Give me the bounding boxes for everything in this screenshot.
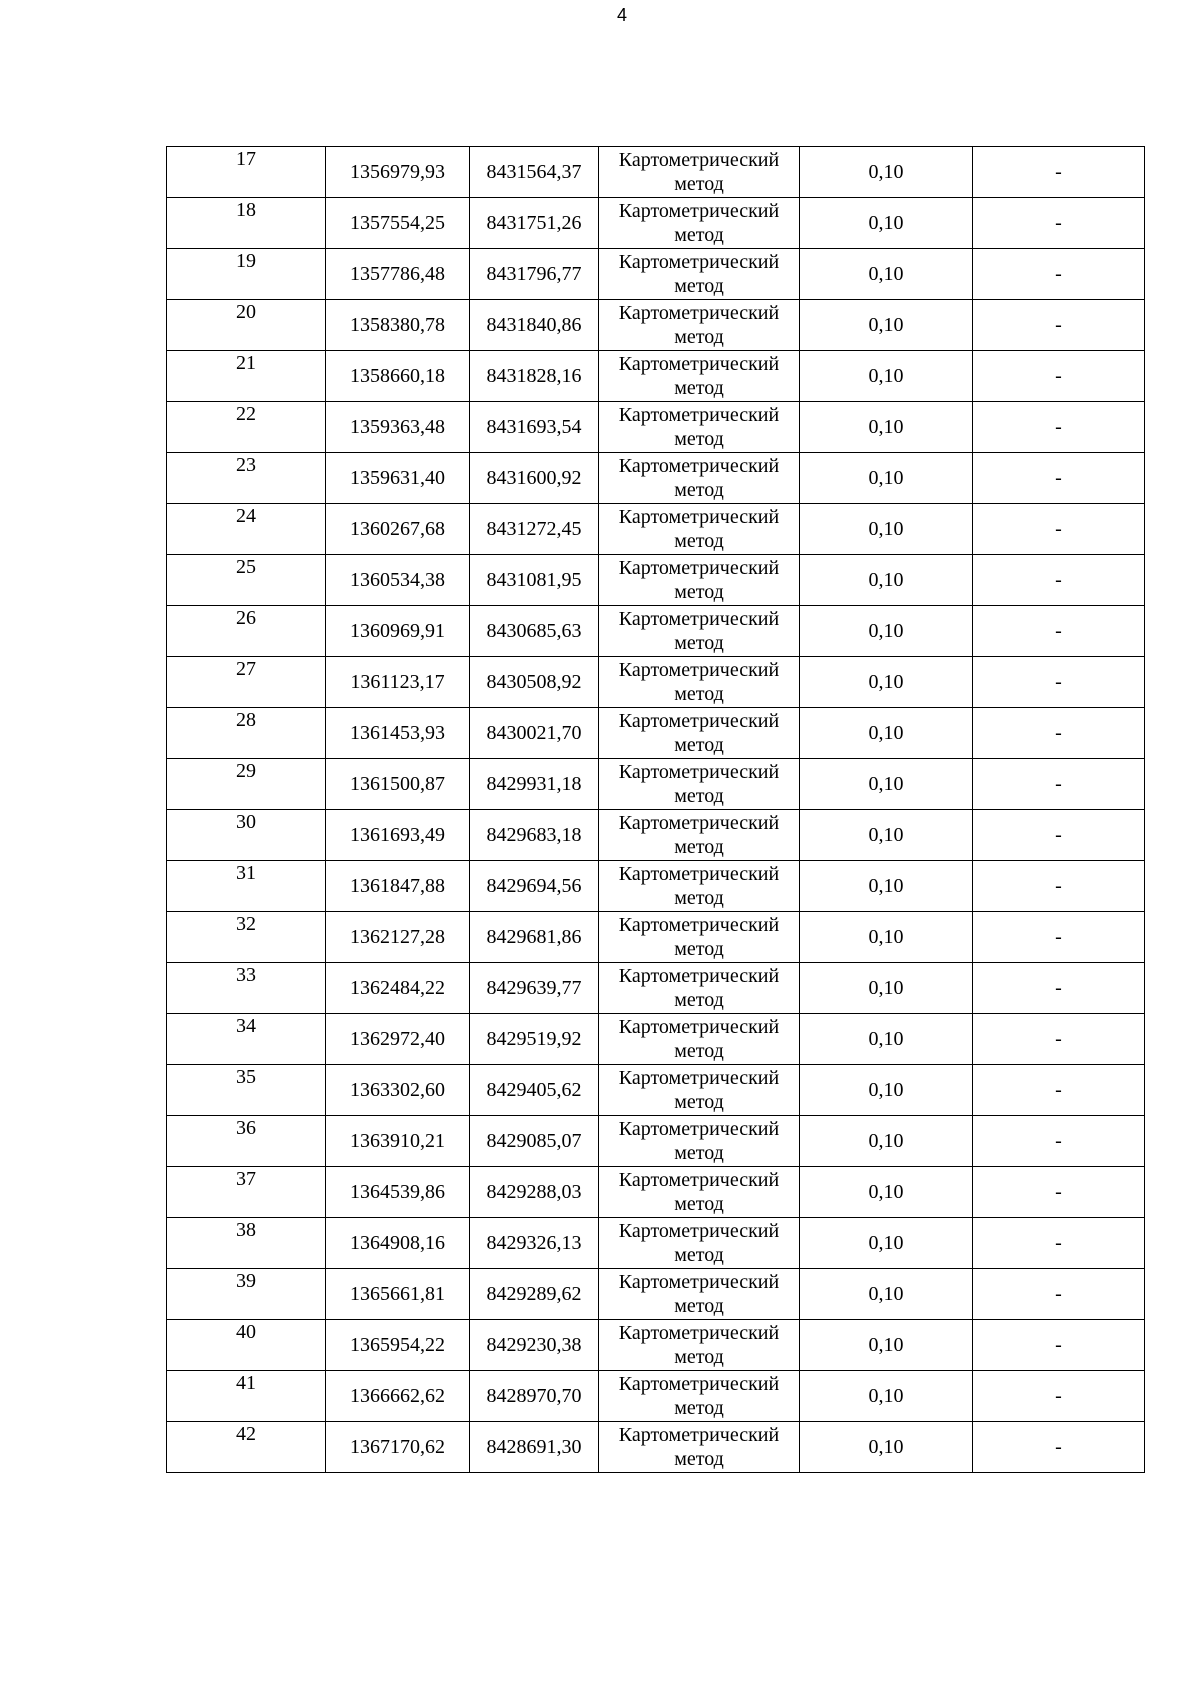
y-coordinate-cell: 8429289,62 (470, 1269, 599, 1320)
method-line-2: метод (674, 1244, 724, 1266)
y-coordinate-cell: 8428970,70 (470, 1371, 599, 1422)
method-cell (599, 147, 800, 198)
method-cell (599, 555, 800, 606)
accuracy-cell: 0,10 (800, 606, 973, 657)
point-number-cell: 23 (167, 453, 326, 504)
note-cell: - (973, 300, 1145, 351)
method-cell (599, 1422, 800, 1473)
y-coordinate-cell: 8429931,18 (470, 759, 599, 810)
method-line-2: метод (674, 836, 724, 858)
note-cell: - (973, 963, 1145, 1014)
method-cell (599, 1320, 800, 1371)
note-cell: - (973, 1269, 1145, 1320)
point-number-cell: 36 (167, 1116, 326, 1167)
table-row (167, 606, 1145, 657)
x-coordinate-cell: 1367170,62 (326, 1422, 470, 1473)
method-line-1: Картометрический (618, 404, 780, 426)
method-cell (599, 1167, 800, 1218)
method-line-1: Картометрический (618, 1271, 780, 1293)
point-number-cell: 38 (167, 1218, 326, 1269)
note-cell: - (973, 1116, 1145, 1167)
method-cell (599, 708, 800, 759)
table-row (167, 1065, 1145, 1116)
method-cell (599, 912, 800, 963)
table-row (167, 1167, 1145, 1218)
note-cell: - (973, 351, 1145, 402)
table-row (167, 198, 1145, 249)
method-line-2: метод (674, 1397, 724, 1419)
note-cell: - (973, 1014, 1145, 1065)
method-cell (599, 453, 800, 504)
x-coordinate-cell: 1365661,81 (326, 1269, 470, 1320)
x-coordinate-cell: 1361847,88 (326, 861, 470, 912)
y-coordinate-cell: 8429681,86 (470, 912, 599, 963)
method-cell (599, 606, 800, 657)
point-number-cell: 29 (167, 759, 326, 810)
method-cell (599, 810, 800, 861)
method-cell (599, 1065, 800, 1116)
accuracy-cell: 0,10 (800, 810, 973, 861)
x-coordinate-cell: 1358380,78 (326, 300, 470, 351)
note-cell: - (973, 708, 1145, 759)
y-coordinate-cell: 8431272,45 (470, 504, 599, 555)
point-number-cell: 35 (167, 1065, 326, 1116)
accuracy-cell: 0,10 (800, 351, 973, 402)
method-line-1: Картометрический (618, 710, 780, 732)
x-coordinate-cell: 1362484,22 (326, 963, 470, 1014)
accuracy-cell: 0,10 (800, 402, 973, 453)
method-line-1: Картометрический (618, 1373, 780, 1395)
point-number-cell: 33 (167, 963, 326, 1014)
note-cell: - (973, 810, 1145, 861)
x-coordinate-cell: 1358660,18 (326, 351, 470, 402)
x-coordinate-cell: 1360534,38 (326, 555, 470, 606)
method-line-2: метод (674, 1040, 724, 1062)
method-line-1: Картометрический (618, 761, 780, 783)
y-coordinate-cell: 8430508,92 (470, 657, 599, 708)
table-row (167, 657, 1145, 708)
y-coordinate-cell: 8429639,77 (470, 963, 599, 1014)
point-number-cell: 20 (167, 300, 326, 351)
method-line-2: метод (674, 1193, 724, 1215)
x-coordinate-cell: 1365954,22 (326, 1320, 470, 1371)
method-cell (599, 1014, 800, 1065)
method-line-1: Картометрический (618, 251, 780, 273)
y-coordinate-cell: 8429326,13 (470, 1218, 599, 1269)
x-coordinate-cell: 1356979,93 (326, 147, 470, 198)
method-line-2: метод (674, 734, 724, 756)
method-cell (599, 504, 800, 555)
table-row (167, 402, 1145, 453)
table-row (167, 1269, 1145, 1320)
note-cell: - (973, 1065, 1145, 1116)
y-coordinate-cell: 8429405,62 (470, 1065, 599, 1116)
table-row (167, 759, 1145, 810)
y-coordinate-cell: 8431828,16 (470, 351, 599, 402)
point-number-cell: 26 (167, 606, 326, 657)
method-line-1: Картометрический (618, 1220, 780, 1242)
method-line-2: метод (674, 1346, 724, 1368)
method-cell (599, 300, 800, 351)
x-coordinate-cell: 1364539,86 (326, 1167, 470, 1218)
y-coordinate-cell: 8431796,77 (470, 249, 599, 300)
note-cell: - (973, 555, 1145, 606)
y-coordinate-cell: 8430685,63 (470, 606, 599, 657)
method-line-2: метод (674, 479, 724, 501)
point-number-cell: 32 (167, 912, 326, 963)
method-cell (599, 861, 800, 912)
method-line-2: метод (674, 428, 724, 450)
table-row (167, 1218, 1145, 1269)
point-number-cell: 41 (167, 1371, 326, 1422)
y-coordinate-cell: 8430021,70 (470, 708, 599, 759)
table-row (167, 963, 1145, 1014)
method-line-2: метод (674, 377, 724, 399)
x-coordinate-cell: 1362127,28 (326, 912, 470, 963)
accuracy-cell: 0,10 (800, 1167, 973, 1218)
x-coordinate-cell: 1363302,60 (326, 1065, 470, 1116)
method-cell (599, 249, 800, 300)
table-row (167, 1422, 1145, 1473)
accuracy-cell: 0,10 (800, 861, 973, 912)
x-coordinate-cell: 1359363,48 (326, 402, 470, 453)
table-row (167, 912, 1145, 963)
method-line-1: Картометрический (618, 557, 780, 579)
table-row (167, 708, 1145, 759)
point-number-cell: 28 (167, 708, 326, 759)
note-cell: - (973, 198, 1145, 249)
y-coordinate-cell: 8428691,30 (470, 1422, 599, 1473)
method-line-1: Картометрический (618, 1016, 780, 1038)
accuracy-cell: 0,10 (800, 963, 973, 1014)
x-coordinate-cell: 1361693,49 (326, 810, 470, 861)
note-cell: - (973, 453, 1145, 504)
note-cell: - (973, 402, 1145, 453)
accuracy-cell: 0,10 (800, 147, 973, 198)
table-row (167, 300, 1145, 351)
method-cell (599, 657, 800, 708)
x-coordinate-cell: 1366662,62 (326, 1371, 470, 1422)
method-line-2: метод (674, 785, 724, 807)
point-number-cell: 22 (167, 402, 326, 453)
method-cell (599, 1116, 800, 1167)
method-line-2: метод (674, 1091, 724, 1113)
x-coordinate-cell: 1360267,68 (326, 504, 470, 555)
accuracy-cell: 0,10 (800, 249, 973, 300)
method-line-1: Картометрический (618, 1424, 780, 1446)
x-coordinate-cell: 1361453,93 (326, 708, 470, 759)
method-line-2: метод (674, 989, 724, 1011)
accuracy-cell: 0,10 (800, 1422, 973, 1473)
method-line-1: Картометрический (618, 1169, 780, 1191)
accuracy-cell: 0,10 (800, 1320, 973, 1371)
method-line-2: метод (674, 683, 724, 705)
point-number-cell: 42 (167, 1422, 326, 1473)
method-cell (599, 759, 800, 810)
point-number-cell: 27 (167, 657, 326, 708)
point-number-cell: 21 (167, 351, 326, 402)
point-number-cell: 31 (167, 861, 326, 912)
x-coordinate-cell: 1357786,48 (326, 249, 470, 300)
accuracy-cell: 0,10 (800, 504, 973, 555)
method-line-1: Картометрический (618, 1322, 780, 1344)
note-cell: - (973, 657, 1145, 708)
x-coordinate-cell: 1360969,91 (326, 606, 470, 657)
method-line-1: Картометрический (618, 965, 780, 987)
point-number-cell: 18 (167, 198, 326, 249)
method-line-2: метод (674, 938, 724, 960)
method-line-2: метод (674, 887, 724, 909)
y-coordinate-cell: 8431840,86 (470, 300, 599, 351)
table-row (167, 504, 1145, 555)
method-cell (599, 198, 800, 249)
note-cell: - (973, 606, 1145, 657)
accuracy-cell: 0,10 (800, 453, 973, 504)
method-cell (599, 1371, 800, 1422)
accuracy-cell: 0,10 (800, 300, 973, 351)
method-line-2: метод (674, 224, 724, 246)
method-line-1: Картометрический (618, 149, 780, 171)
table-row (167, 1116, 1145, 1167)
method-line-2: метод (674, 632, 724, 654)
y-coordinate-cell: 8431600,92 (470, 453, 599, 504)
y-coordinate-cell: 8429230,38 (470, 1320, 599, 1371)
y-coordinate-cell: 8431751,26 (470, 198, 599, 249)
method-line-2: метод (674, 530, 724, 552)
table-row (167, 555, 1145, 606)
method-line-2: метод (674, 1295, 724, 1317)
method-line-1: Картометрический (618, 506, 780, 528)
note-cell: - (973, 1218, 1145, 1269)
method-cell (599, 1269, 800, 1320)
method-line-2: метод (674, 581, 724, 603)
method-line-1: Картометрический (618, 1118, 780, 1140)
accuracy-cell: 0,10 (800, 708, 973, 759)
method-line-2: метод (674, 1142, 724, 1164)
x-coordinate-cell: 1362972,40 (326, 1014, 470, 1065)
point-number-cell: 24 (167, 504, 326, 555)
y-coordinate-cell: 8429288,03 (470, 1167, 599, 1218)
note-cell: - (973, 1371, 1145, 1422)
method-line-1: Картометрический (618, 455, 780, 477)
table-row (167, 1320, 1145, 1371)
method-line-2: метод (674, 326, 724, 348)
table-row (167, 351, 1145, 402)
x-coordinate-cell: 1361123,17 (326, 657, 470, 708)
table-row (167, 1014, 1145, 1065)
accuracy-cell: 0,10 (800, 555, 973, 606)
point-number-cell: 30 (167, 810, 326, 861)
x-coordinate-cell: 1363910,21 (326, 1116, 470, 1167)
accuracy-cell: 0,10 (800, 657, 973, 708)
point-number-cell: 25 (167, 555, 326, 606)
point-number-cell: 34 (167, 1014, 326, 1065)
accuracy-cell: 0,10 (800, 1116, 973, 1167)
method-line-1: Картометрический (618, 1067, 780, 1089)
note-cell: - (973, 759, 1145, 810)
method-line-1: Картометрический (618, 353, 780, 375)
method-cell (599, 963, 800, 1014)
note-cell: - (973, 1422, 1145, 1473)
note-cell: - (973, 504, 1145, 555)
coordinates-table (166, 146, 1145, 1473)
note-cell: - (973, 147, 1145, 198)
method-cell (599, 351, 800, 402)
method-line-1: Картометрический (618, 914, 780, 936)
table-row (167, 861, 1145, 912)
y-coordinate-cell: 8429519,92 (470, 1014, 599, 1065)
method-line-1: Картометрический (618, 302, 780, 324)
note-cell: - (973, 1167, 1145, 1218)
x-coordinate-cell: 1357554,25 (326, 198, 470, 249)
x-coordinate-cell: 1359631,40 (326, 453, 470, 504)
accuracy-cell: 0,10 (800, 1218, 973, 1269)
point-number-cell: 17 (167, 147, 326, 198)
method-cell (599, 402, 800, 453)
method-line-2: метод (674, 173, 724, 195)
accuracy-cell: 0,10 (800, 198, 973, 249)
accuracy-cell: 0,10 (800, 1065, 973, 1116)
accuracy-cell: 0,10 (800, 1014, 973, 1065)
method-line-1: Картометрический (618, 608, 780, 630)
y-coordinate-cell: 8429694,56 (470, 861, 599, 912)
method-cell (599, 1218, 800, 1269)
note-cell: - (973, 861, 1145, 912)
y-coordinate-cell: 8431693,54 (470, 402, 599, 453)
point-number-cell: 40 (167, 1320, 326, 1371)
accuracy-cell: 0,10 (800, 1371, 973, 1422)
method-line-1: Картометрический (618, 200, 780, 222)
method-line-1: Картометрический (618, 812, 780, 834)
x-coordinate-cell: 1361500,87 (326, 759, 470, 810)
table-row (167, 147, 1145, 198)
point-number-cell: 39 (167, 1269, 326, 1320)
table-row (167, 249, 1145, 300)
page-number: 4 (616, 5, 627, 25)
coordinates-table-body (167, 147, 1145, 1473)
point-number-cell: 37 (167, 1167, 326, 1218)
method-line-2: метод (674, 275, 724, 297)
method-line-1: Картометрический (618, 659, 780, 681)
point-number-cell: 19 (167, 249, 326, 300)
accuracy-cell: 0,10 (800, 1269, 973, 1320)
note-cell: - (973, 912, 1145, 963)
x-coordinate-cell: 1364908,16 (326, 1218, 470, 1269)
y-coordinate-cell: 8431081,95 (470, 555, 599, 606)
y-coordinate-cell: 8429085,07 (470, 1116, 599, 1167)
note-cell: - (973, 249, 1145, 300)
y-coordinate-cell: 8431564,37 (470, 147, 599, 198)
table-row (167, 810, 1145, 861)
table-row (167, 1371, 1145, 1422)
method-line-2: метод (674, 1448, 724, 1470)
note-cell: - (973, 1320, 1145, 1371)
accuracy-cell: 0,10 (800, 759, 973, 810)
method-line-1: Картометрический (618, 863, 780, 885)
table-row (167, 453, 1145, 504)
accuracy-cell: 0,10 (800, 912, 973, 963)
y-coordinate-cell: 8429683,18 (470, 810, 599, 861)
